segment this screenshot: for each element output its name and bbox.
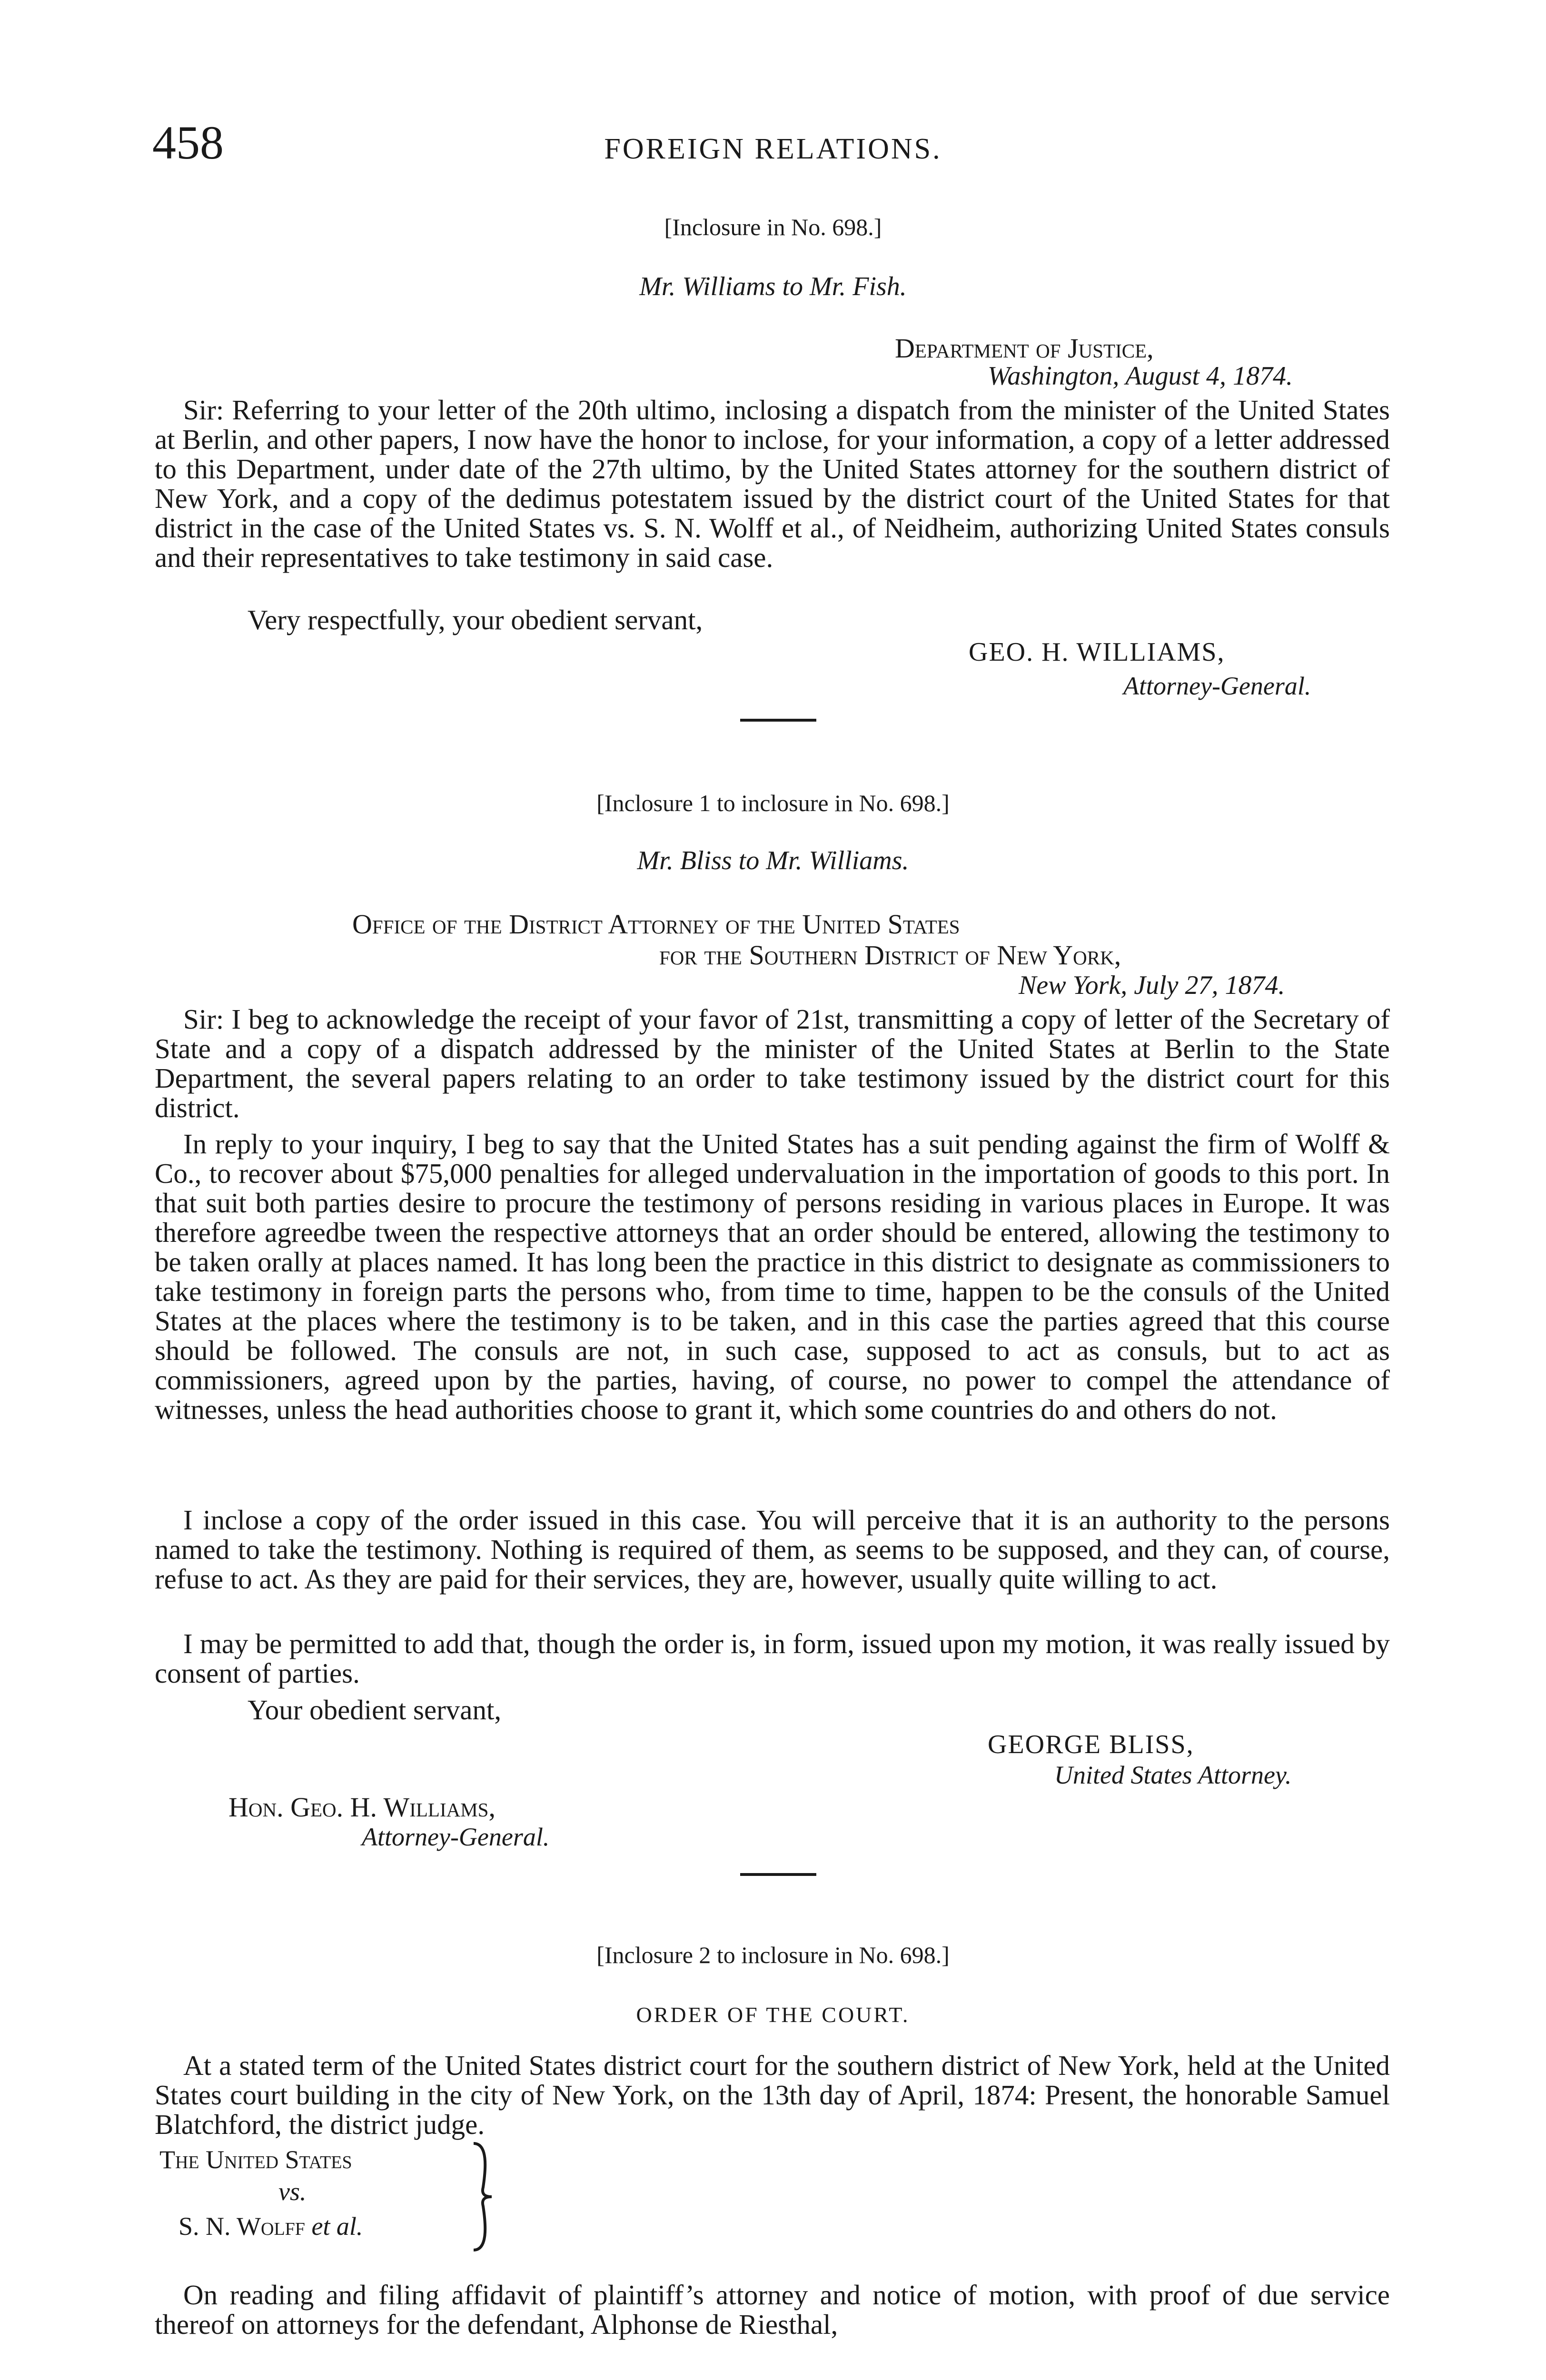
- inclosure-note-1: [Inclosure in No. 698.]: [664, 214, 882, 240]
- case-brace-icon: [469, 2140, 497, 2254]
- letter2-para4: I may be permitted to add that, though the order is, in form, issued upon my motion, it was really issued by consent of parties.: [155, 1628, 1390, 1689]
- running-title: FOREIGN RELATIONS.: [604, 133, 942, 165]
- section-divider-1: [740, 719, 816, 722]
- letter1-place-date: Washington, August 4, 1874.: [988, 361, 1293, 391]
- letter2-para2: In reply to your inquiry, I beg to say that the United States has a suit pending against the firm of Wolff & Co., to recover about $75,000 penalties for alleged undervaluation in the importation of goods to this port. In that suit both parties desire to procure the testimony of persons residing in various places in Europe. It was therefore agreedbe tween the respective attorneys that an order should be entered, allowing the testimony to be taken orally at places named. It has long been the practice in this district to designate as commissioners to take testimony in foreign parts the persons who, from time to time, happen to be the consuls of the United States at the places where the testimony is to be taken, and in this case the parties agreed that this course should be followed. The consuls are not, in such case, supposed to act as consuls, but to act as commissioners, agreed upon by the parties, having, of course, no power to compel the attendance of witnesses, unless the head authorities choose to grant it, which some countries do and others do not.: [155, 1128, 1390, 1425]
- page-number: 458: [152, 116, 224, 169]
- letter2-addressee-title: Attorney-General.: [362, 1823, 550, 1851]
- case-party-defendant-suffix: et al.: [311, 2212, 363, 2241]
- letter1-signature: GEO. H. WILLIAMS,: [969, 637, 1225, 667]
- order-para2: On reading and filing affidavit of plaintiff’s attorney and notice of motion, with proof of due service thereof on attorneys for the defendant, Alphonse de Riesthal,: [155, 2279, 1390, 2340]
- order-para1: At a stated term of the United States district court for the southern district of New York, held at the United States court building in the city of New York, on the 13th day of April, 1874: Present, the honorable Samuel Blatchford, the district judge.: [155, 2050, 1390, 2140]
- inclosure-note-3: [Inclosure 2 to inclosure in No. 698.]: [596, 1942, 950, 1968]
- inclosure-note-2: [Inclosure 1 to inclosure in No. 698.]: [596, 790, 950, 816]
- case-party-plaintiff: The United States: [159, 2145, 352, 2174]
- case-party-defendant-name: S. N. Wolff: [178, 2212, 305, 2241]
- letter1-signature-title: Attorney-General.: [1123, 672, 1311, 700]
- letter1-heading: Mr. Williams to Mr. Fish.: [639, 272, 907, 301]
- letter1-body: Sir: Referring to your letter of the 20th ultimo, inclosing a dispatch from the minister of the United States at Berlin, and other papers, I now have the honor to inclose, for your information, a copy of a letter addressed to this Department, under date of the 27th ultimo, by the United States attorney for the southern district of New York, and a copy of the dedimus potestatem issued by the district court of the United States for that district in the case of the United States vs. S. N. Wolff et al., of Neidheim, authorizing United States consuls and their representatives to take testimony in said case.: [155, 394, 1390, 573]
- letter2-para3: I inclose a copy of the order issued in this case. You will perceive that it is an authority to the persons named to take the testimony. Nothing is required of them, as seems to be supposed, and they can, of course, refuse to act. As they are paid for their services, they are, however, usually quite willing to act.: [155, 1504, 1390, 1595]
- letter2-place-date: New York, July 27, 1874.: [1019, 971, 1285, 1000]
- letter2-signature-title: United States Attorney.: [1054, 1761, 1292, 1789]
- section-divider-2: [740, 1873, 816, 1876]
- letter2-office-line2: for the Southern District of New York,: [659, 940, 1121, 971]
- order-heading: ORDER OF THE COURT.: [636, 2003, 910, 2027]
- letter2-closing: Your obedient servant,: [248, 1694, 502, 1726]
- case-party-defendant: [178, 2212, 363, 2241]
- letter2-signature: GEORGE BLISS,: [988, 1730, 1194, 1759]
- letter2-heading: Mr. Bliss to Mr. Williams.: [637, 846, 909, 875]
- case-versus: vs.: [278, 2177, 307, 2206]
- letter1-closing: Very respectfully, your obedient servant,: [248, 604, 703, 635]
- letter2-office-line1: Office of the District Attorney of the United States: [352, 909, 960, 940]
- letter2-para1: Sir: I beg to acknowledge the receipt of your favor of 21st, transmitting a copy of letter of the Secretary of State and a copy of a dispatch addressed by the minister of the United States at Berlin to the State Department, the several papers relating to an order to take testimony issued by the district court for this district.: [155, 1003, 1390, 1123]
- letter2-addressee: Hon. Geo. H. Williams,: [228, 1792, 496, 1823]
- letter1-department: Department of Justice,: [895, 333, 1154, 364]
